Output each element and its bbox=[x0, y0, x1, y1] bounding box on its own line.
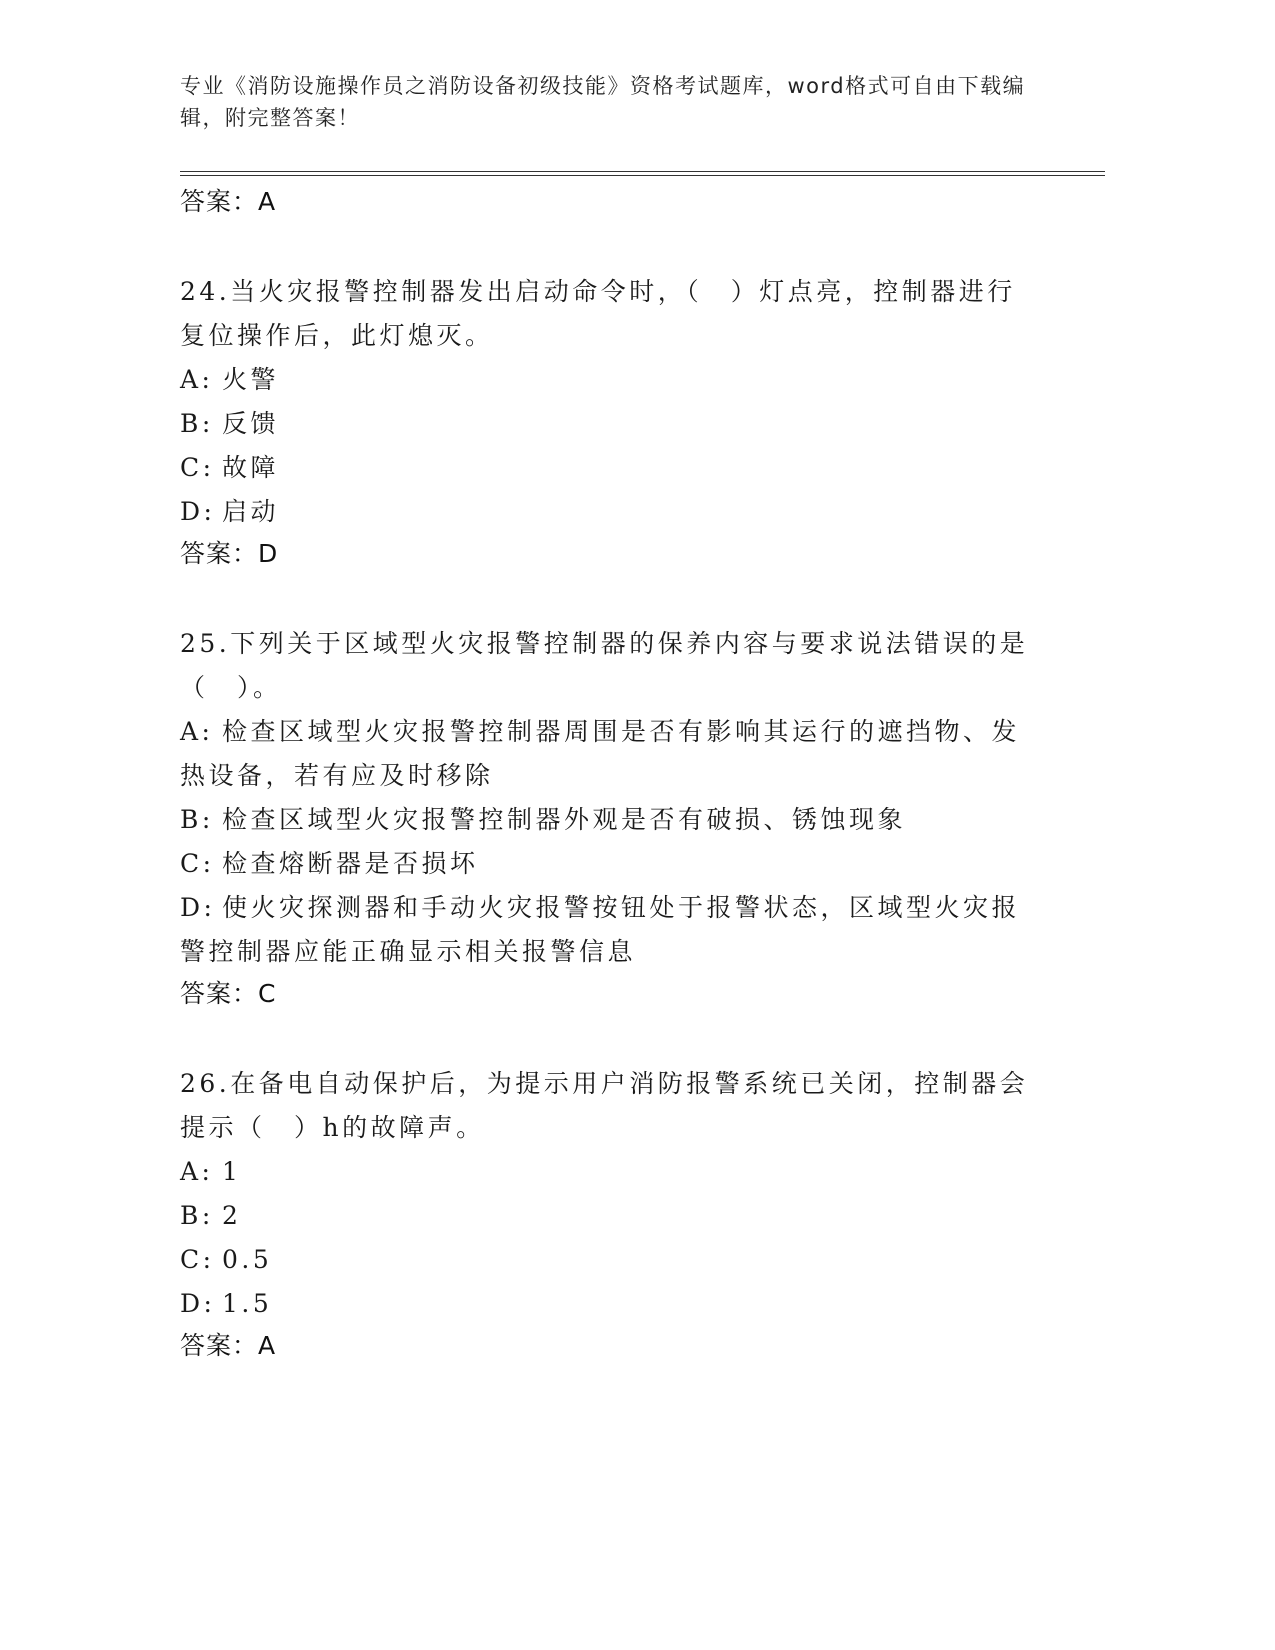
option-b bbox=[180, 1194, 1030, 1238]
document-header: 专业《消防设施操作员之消防设备初级技能》资格考试题库，word格式可自由下载编辑，附完整答案！ bbox=[180, 74, 1026, 130]
option-a bbox=[180, 358, 1030, 402]
option-b bbox=[180, 402, 1030, 446]
header-rule-top bbox=[180, 171, 1105, 172]
option-letter: A: bbox=[180, 1157, 214, 1186]
option-letter: B: bbox=[180, 805, 214, 834]
option-text: 启动 bbox=[222, 497, 280, 526]
option-text: 检查区域型火灾报警控制器外观是否有破损、锈蚀现象 bbox=[222, 805, 907, 834]
question-stem: 26.在备电自动保护后，为提示用户消防报警系统已关闭，控制器会提示（ ）h的故障声。 bbox=[180, 1069, 1029, 1142]
option-b bbox=[180, 798, 1030, 842]
question-answer: 答案：A bbox=[180, 1331, 277, 1360]
option-a bbox=[180, 1150, 1030, 1194]
option-text: 检查熔断器是否损坏 bbox=[222, 849, 479, 878]
previous-answer: 答案：A bbox=[180, 187, 277, 216]
option-text: 故障 bbox=[222, 453, 280, 482]
question-stem: 24.当火灾报警控制器发出启动命令时，（ ）灯点亮，控制器进行复位操作后，此灯熄灭。 bbox=[180, 277, 1016, 350]
question-stem: 25.下列关于区域型火灾报警控制器的保养内容与要求说法错误的是（ ）。 bbox=[180, 629, 1029, 702]
option-text: 0.5 bbox=[222, 1245, 273, 1274]
option-c bbox=[180, 1238, 1030, 1282]
option-a bbox=[180, 710, 1030, 798]
option-text: 2 bbox=[222, 1201, 242, 1230]
option-c bbox=[180, 842, 1030, 886]
option-letter: C: bbox=[180, 1245, 215, 1274]
question-25 bbox=[180, 622, 1030, 1016]
option-letter: D: bbox=[180, 893, 216, 922]
header-rule-bottom bbox=[180, 175, 1105, 176]
option-letter: C: bbox=[180, 849, 215, 878]
question-26 bbox=[180, 1062, 1030, 1368]
option-d bbox=[180, 490, 1030, 534]
option-letter: D: bbox=[180, 1289, 216, 1318]
question-24 bbox=[180, 270, 1030, 576]
option-text: 反馈 bbox=[222, 409, 280, 438]
option-c bbox=[180, 446, 1030, 490]
question-list bbox=[180, 182, 1030, 1368]
question-answer: 答案：D bbox=[180, 539, 279, 568]
option-letter: B: bbox=[180, 409, 214, 438]
option-text: 使火灾探测器和手动火灾报警按钮处于报警状态，区域型火灾报警控制器应能正确显示相关报警信息 bbox=[180, 893, 1021, 966]
option-letter: A: bbox=[180, 365, 214, 394]
option-text: 火警 bbox=[222, 365, 280, 394]
option-text: 1.5 bbox=[222, 1289, 273, 1318]
question-answer: 答案：C bbox=[180, 979, 277, 1008]
option-d bbox=[180, 1282, 1030, 1326]
option-letter: B: bbox=[180, 1201, 214, 1230]
option-letter: D: bbox=[180, 497, 216, 526]
option-text: 检查区域型火灾报警控制器周围是否有影响其运行的遮挡物、发热设备，若有应及时移除 bbox=[180, 717, 1021, 790]
option-letter: A: bbox=[180, 717, 214, 746]
option-d bbox=[180, 886, 1030, 974]
option-letter: C: bbox=[180, 453, 215, 482]
option-text: 1 bbox=[222, 1157, 242, 1186]
